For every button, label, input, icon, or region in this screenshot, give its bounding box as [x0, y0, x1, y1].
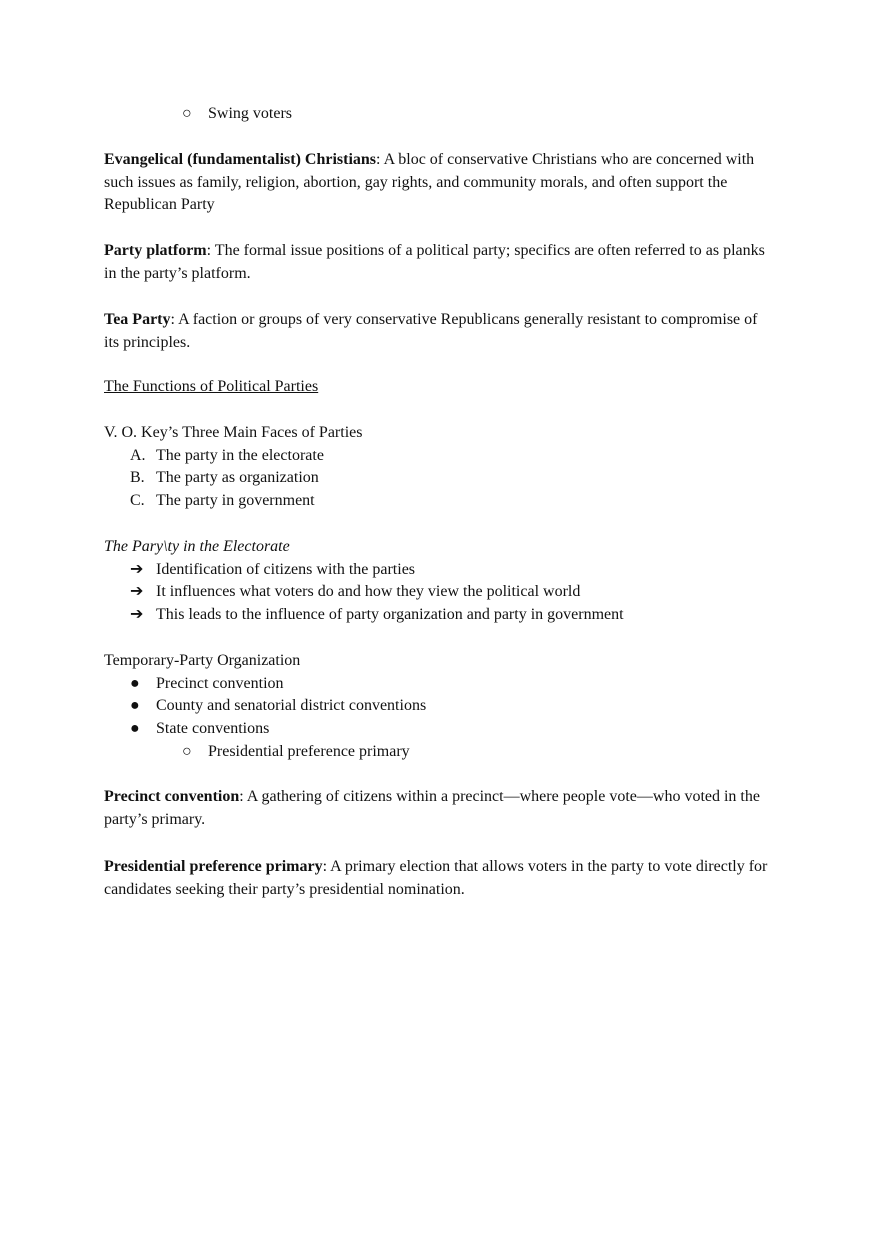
list-item: B. The party as organization [130, 469, 319, 487]
temporary-title: Temporary-Party Organization [104, 652, 301, 669]
list-item: ● State conventions [104, 718, 776, 741]
electorate-list [104, 536, 776, 627]
section-heading: The Functions of Political Parties [104, 378, 319, 395]
faces-list [104, 422, 776, 513]
list-item: ➔ This leads to the influence of party organization and party in government [104, 604, 776, 627]
bullet-icon: ● [130, 697, 140, 715]
list-item: ● Precinct convention [104, 673, 776, 696]
swing-voters-item: ○ Swing voters [104, 103, 776, 126]
bullet-icon: ● [130, 720, 140, 738]
list-item: C. The party in government [130, 492, 315, 510]
hollow-bullet-icon: ○ [182, 105, 192, 122]
sub-list-item: ○ Presidential preference primary [104, 741, 776, 764]
definition-presidential-primary: Presidential preference primary: A primary election that allows voters in the party to vote directly for candidates seeking their party’s presidential nomination. [104, 858, 768, 898]
arrow-icon: ➔ [130, 560, 144, 578]
list-item: ➔ It influences what voters do and how they view the political world [104, 581, 776, 604]
faces-title: V. O. Key’s Three Main Faces of Parties [104, 424, 363, 441]
definition-party-platform: Party platform: The formal issue positions of a political party; specifics are often referred to as planks in the party’s platform. [104, 242, 765, 282]
electorate-title: The Pary\ty in the Electorate [104, 538, 290, 555]
definition-evangelical: Evangelical (fundamentalist) Christians: A bloc of conservative Christians who are concerned with such issues as family, religion, abortion, gay rights, and community morals, and often support the Republican Party [104, 151, 755, 214]
bullet-icon: ● [130, 674, 140, 692]
arrow-icon: ➔ [130, 606, 144, 624]
list-item: A. The party in the electorate [130, 446, 324, 464]
list-item: ➔ Identification of citizens with the parties [104, 559, 776, 582]
list-item: ● County and senatorial district conventions [104, 695, 776, 718]
hollow-bullet-icon: ○ [182, 742, 192, 760]
definition-precinct-convention: Precinct convention: A gathering of citizens within a precinct—where people vote—who voted in the party’s primary. [104, 788, 760, 828]
temporary-list [104, 650, 776, 764]
definition-tea-party: Tea Party: A faction or groups of very conservative Republicans generally resistant to compromise of its principles. [104, 311, 758, 351]
arrow-icon: ➔ [130, 583, 144, 601]
